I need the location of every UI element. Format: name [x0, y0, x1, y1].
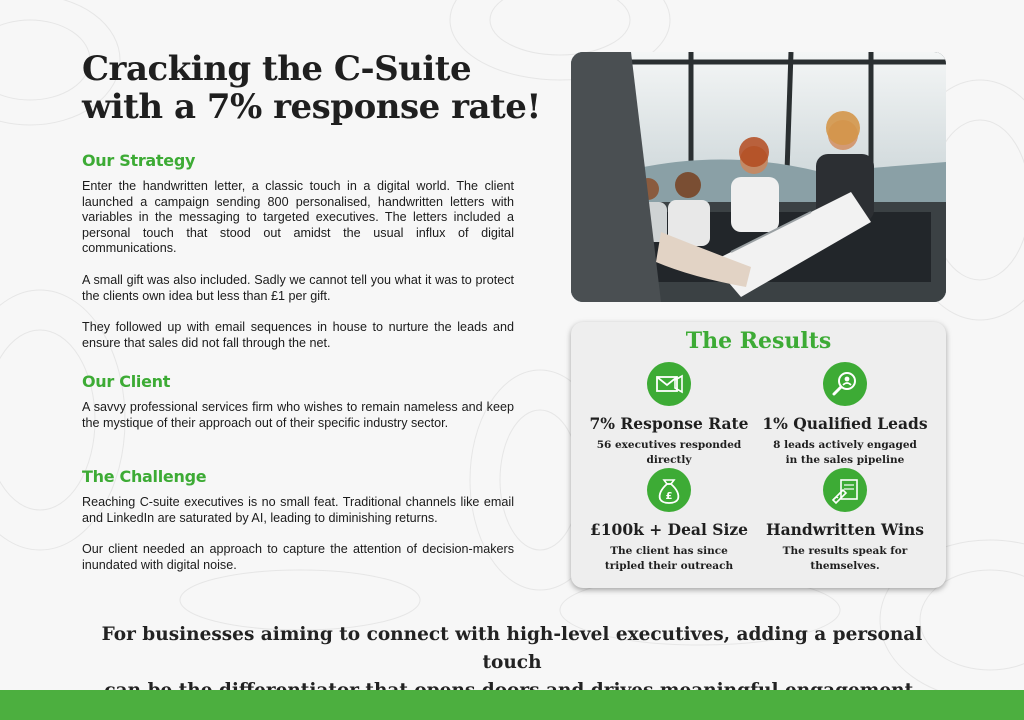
strategy-paragraph-3: They followed up with email sequences in house to nurture the leads and ensure that sales did not fall through the net.	[82, 320, 514, 350]
strategy-paragraph-1: Enter the handwritten letter, a classic touch in a digital world. The client launched a campaign sending 800 personalised, handwritten letters with variables in the messaging to targeted executives. The letters included a personal touch that stood out amidst the usual influx of digital communications.	[82, 179, 514, 256]
result-title: Handwritten Wins	[765, 520, 925, 539]
strategy-heading: Our Strategy	[82, 151, 196, 170]
result-description: 56 executives responded directly	[596, 439, 742, 466]
meeting-photo	[571, 52, 946, 302]
page-title	[82, 50, 552, 126]
challenge-section	[82, 467, 514, 573]
strategy-paragraph-2: A small gift was also included. Sadly we cannot tell you what it was to protect the clients own idea but less than £1 per gift.	[82, 272, 514, 303]
closing-line-1: For businesses aiming to connect with high-level executives, adding a personal touch	[101, 624, 923, 673]
client-heading: Our Client	[82, 372, 171, 391]
title-line-1: Cracking the C-Suite	[82, 49, 472, 89]
strategy-section	[82, 151, 514, 351]
challenge-paragraph-2: Our client needed an approach to capture the attention of decision-makers inundated with digital noise.	[82, 542, 514, 572]
result-item-handwritten-wins	[757, 468, 933, 573]
result-title: 1% Qualified Leads	[762, 414, 928, 433]
magnifier-person-icon	[823, 362, 867, 406]
result-item-qualified-leads	[757, 362, 933, 467]
svg-text:£: £	[665, 491, 673, 502]
money-bag-icon	[647, 468, 691, 512]
result-item-response-rate	[581, 362, 757, 467]
megaphone-envelope-icon	[647, 362, 691, 406]
result-description: The results speak for themselves.	[782, 545, 908, 572]
client-section	[82, 372, 514, 431]
footer-green-bar	[0, 690, 1024, 720]
result-title: £100k + Deal Size	[589, 520, 749, 539]
challenge-paragraph-1: Reaching C-suite executives is no small feat. Traditional channels like email and LinkedIn are saturated by AI, leading to diminishing returns.	[82, 495, 514, 525]
results-heading: The Results	[685, 328, 832, 354]
results-card	[571, 322, 946, 588]
result-description: 8 leads actively engaged in the sales pipeline	[773, 439, 917, 466]
challenge-heading: The Challenge	[82, 467, 207, 486]
result-description: The client has since tripled their outreach	[604, 545, 734, 572]
result-item-deal-size	[581, 468, 757, 573]
title-line-2: with a 7% response rate!	[82, 87, 541, 127]
handwriting-icon	[823, 468, 867, 512]
result-title: 7% Response Rate	[589, 414, 749, 433]
client-paragraph: A savvy professional services firm who wishes to remain nameless and keep the mystique of their approach out of their specific industry sector.	[82, 400, 514, 430]
